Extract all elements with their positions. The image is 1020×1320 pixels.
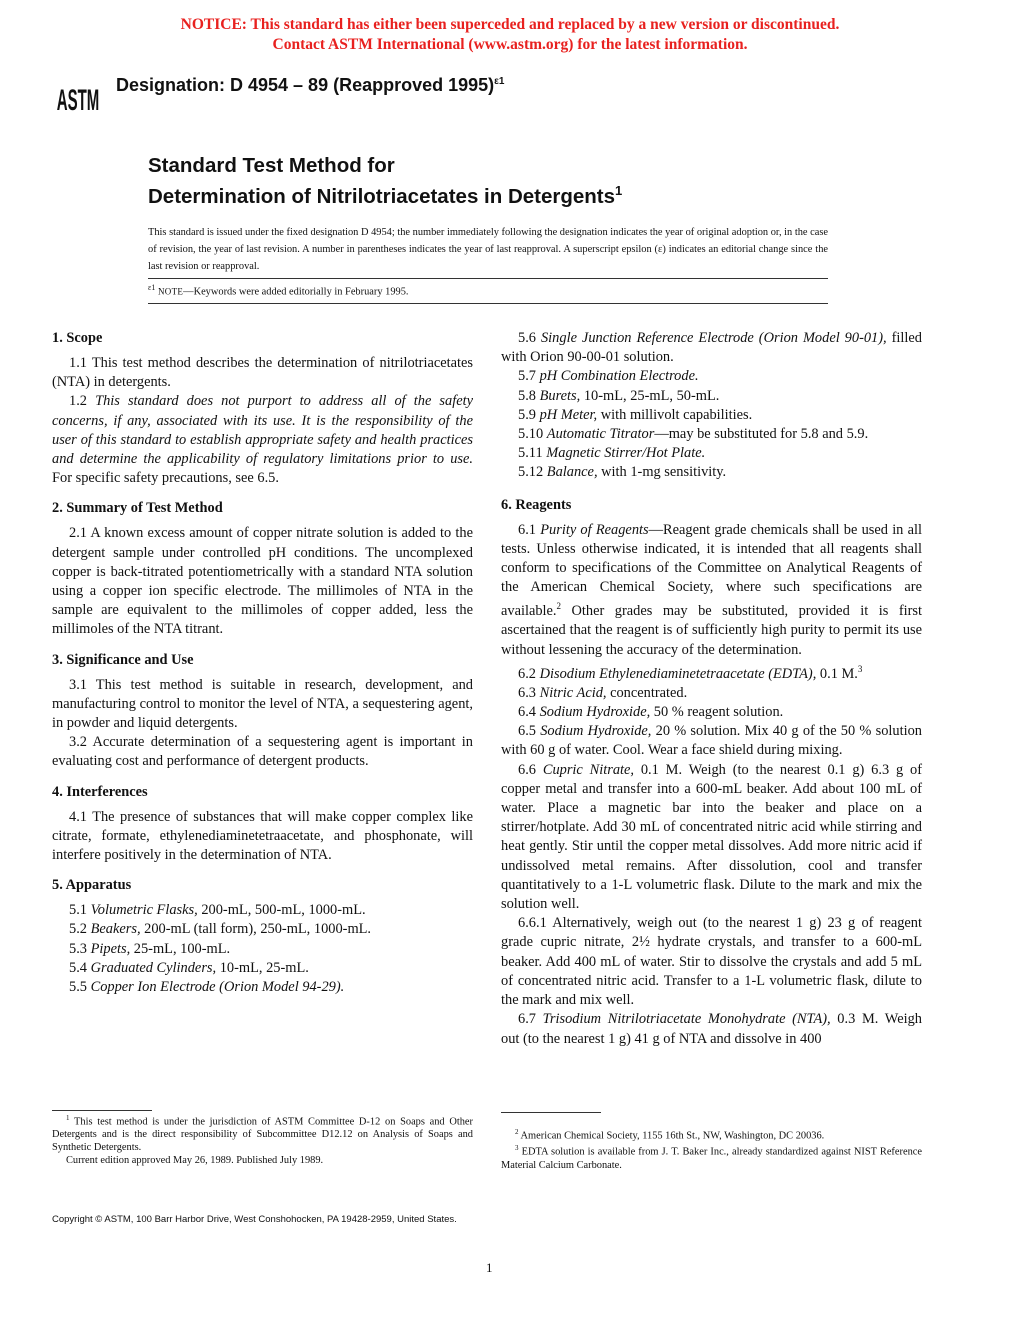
para-6-1: 6.1 Purity of Reagents—Reagent grade chemicals shall be used in all tests. Unless otherwise indicated, it is intended that all reagents shall conform to specifications of the Committee on Analytical Reagents of the American Chemical Society, where such specifications are available.$^2$ Other grades may be substituted, provided it is first ascertained that the reagent is of sufficiently high purity to permit its use without lessening the accuracy of the determination. [501, 521, 922, 658]
footnote-1: $^1$ This test method is under the jurisdiction of ASTM Committee D-12 on Soaps and Other Detergents and is the direct responsibility of Subcommittee D12.12 on Analysis of Soaps and Synthetic Detergents. [52, 1114, 473, 1154]
para-6-3: 6.3 Nitric Acid, concentrated. [518, 684, 688, 701]
list-item: 5.2 Beakers, 200-mL (tall form), 250-mL, 1000-mL. [69, 921, 372, 938]
astm-logo [52, 70, 104, 123]
para-4-1: 4.1 The presence of substances that will make copper complex like citrate, formate, ethylenediaminetetraacetate, and phosphonate, will interfere positively in the determination of NTA. [52, 808, 473, 864]
para-2-1: 2.1 A known excess amount of copper nitrate solution is added to the detergent sample under controlled pH conditions. The uncomplexed copper is back-titrated potentiometrically with a standard NTA solution using a copper ion specific electrode. The millimoles of NTA in the sample are equivalent to the millimoles of copper added, less the millimoles of the NTA titrant. [52, 525, 473, 638]
para-5-10: 5.10 Automatic Titrator—may be substituted for 5.8 and 5.9. [518, 426, 869, 443]
divider-top [148, 278, 828, 279]
document-title [148, 153, 622, 209]
para-6-2: 6.2 Disodium Ethylenediaminetetraacetate (EDTA), 0.1 M.$^3$ [518, 663, 863, 682]
section-1-heading: 1. Scope [52, 330, 103, 346]
title-line-1: Standard Test Method for [148, 154, 395, 177]
para-5-9: 5.9 pH Meter, with millivolt capabilities. [518, 406, 753, 423]
designation-epsilon: ε1 [494, 76, 505, 87]
editorial-note [148, 283, 409, 297]
para-6-4: 6.4 Sodium Hydroxide, 50 % reagent solution. [518, 704, 784, 721]
para-6-7: 6.7 Trisodium Nitrilotriacetate Monohydrate (NTA), 0.3 M. Weigh out (to the nearest 1 g) 41 g of NTA and dissolve in 400 [501, 1011, 922, 1047]
list-item: 5.5 Copper Ion Electrode (Orion Model 94-29). [69, 979, 345, 996]
note-epsilon: ε1 [148, 283, 156, 292]
section-4-heading: 4. Interferences [52, 783, 148, 800]
notice-line-2: Contact ASTM International (www.astm.org) for the latest information. [272, 36, 748, 53]
para-5-8: 5.8 Burets, 10-mL, 25-mL, 50-mL. [518, 387, 720, 404]
para-5-12: 5.12 Balance, with 1-mg sensitivity. [518, 464, 727, 481]
para-6-6: 6.6 Cupric Nitrate, 0.1 M. Weigh (to the nearest 0.1 g) 6.3 g of copper metal and transfer into a 600-mL beaker. Add about 100 mL of water. Place a magnetic bar into the beaker and place on a stirrer/hotplate. Add 30 mL of concentrated nitric acid while stirring and heat gently. Stir until the copper metal dissolves. Add more nitric acid if undissolved metal remains. After dissolution, cool and transfer quantitatively to a 1-L volumetric flask. Dilute to the mark and mix the solution well. [501, 761, 922, 913]
para-3-1: 3.1 This test method is suitable in research, development, and manufacturing control to monitor the level of NTA, a sequestering agent, in powder and liquid detergents. [52, 676, 473, 732]
list-item: 5.1 Volumetric Flasks, 200-mL, 500-mL, 1000-mL. [69, 902, 366, 919]
notice-line-1: NOTICE: This standard has either been superceded and replaced by a new version or discontinued. [180, 16, 840, 33]
title-line-2: Determination of Nitrilotriacetates in Detergents [148, 184, 616, 208]
para-3-2: 3.2 Accurate determination of a sequestering agent is important in evaluating cost and performance of detergent products. [52, 734, 473, 770]
astm-logo-text: ASTM [56, 84, 100, 118]
issuance-statement: This standard is issued under the fixed designation D 4954; the number immediately following the designation indicates the year of original adoption or, in the case of revision, the year of last revision. A number in parentheses indicates the year of last reapproval. A superscript epsilon (ε) indicates an editorial change since the last revision or reapproval. [148, 227, 829, 272]
right-column [501, 329, 922, 1049]
section-2-heading: 2. Summary of Test Method [52, 500, 223, 517]
para-5-11: 5.11 Magnetic Stirrer/Hot Plate. [518, 445, 706, 462]
footnotes-right [501, 1126, 922, 1172]
page-number: 1 [486, 1260, 493, 1275]
list-item: 5.4 Graduated Cylinders, 10-mL, 25-mL. [69, 959, 309, 976]
footnote-2: $^2$ American Chemical Society, 1155 16th St., NW, Washington, DC 20036. [515, 1128, 825, 1142]
title-footnote-mark: 1 [615, 183, 623, 198]
footnote-rule-left [52, 1110, 152, 1111]
para-6-6-1: 6.6.1 Alternatively, weigh out (to the nearest 1 g) 23 g of reagent grade cupric nitrate, 2½ hydrate crystals, and transfer to a 600-mL beaker. Add 400 mL of water. Stir to dissolve the crystals and add 5 mL of concentrated nitric acid. Transfer to a 1-L volumetric flask, dilute to the mark and mix well. [501, 915, 922, 1009]
footnotes-left [52, 1112, 473, 1167]
section-6-heading: 6. Reagents [501, 496, 572, 513]
footnote-1-approval: Current edition approved May 26, 1989. Published July 1989. [66, 1155, 324, 1167]
para-5-6: 5.6 Single Junction Reference Electrode (Orion Model 90-01), filled with Orion 90-00-01 solution. [501, 330, 923, 366]
footnote-3: $^3$ EDTA solution is available from J. T. Baker Inc., already standardized against NIST Reference Material Calcium Carbonate. [501, 1144, 922, 1171]
note-label: NOTE [157, 286, 184, 297]
para-1-1: 1.1 This test method describes the determination of nitrilotriacetates (NTA) in detergents. [52, 355, 473, 391]
para-5-7: 5.7 pH Combination Electrode. [518, 368, 699, 385]
section-3-heading: 3. Significance and Use [52, 651, 194, 668]
designation-text: Designation: D 4954 – 89 (Reapproved 1995) [116, 75, 495, 95]
superseded-notice [0, 15, 1020, 55]
designation [116, 75, 504, 96]
footnote-rule-right [501, 1112, 601, 1113]
para-1-2: 1.2 This standard does not purport to address all of the safety concerns, if any, associated with its use. It is the responsibility of the user of this standard to establish appropriate safety and health practices and determine the applicability of regulatory limitations prior to use. For specific safety precautions, see 6.5. [52, 393, 473, 487]
left-column [52, 329, 473, 997]
copyright: Copyright © ASTM, 100 Barr Harbor Drive, West Conshohocken, PA 19428-2959, United States. [52, 1214, 457, 1225]
para-6-5: 6.5 Sodium Hydroxide, 20 % solution. Mix 40 g of the 50 % solution with 60 g of water. Cool. Wear a face shield during mixing. [501, 723, 922, 759]
note-text: —Keywords were added editorially in February 1995. [183, 286, 409, 298]
list-item: 5.3 Pipets, 25-mL, 100-mL. [69, 940, 231, 957]
divider-bottom [148, 303, 828, 304]
section-5-heading: 5. Apparatus [52, 877, 132, 894]
